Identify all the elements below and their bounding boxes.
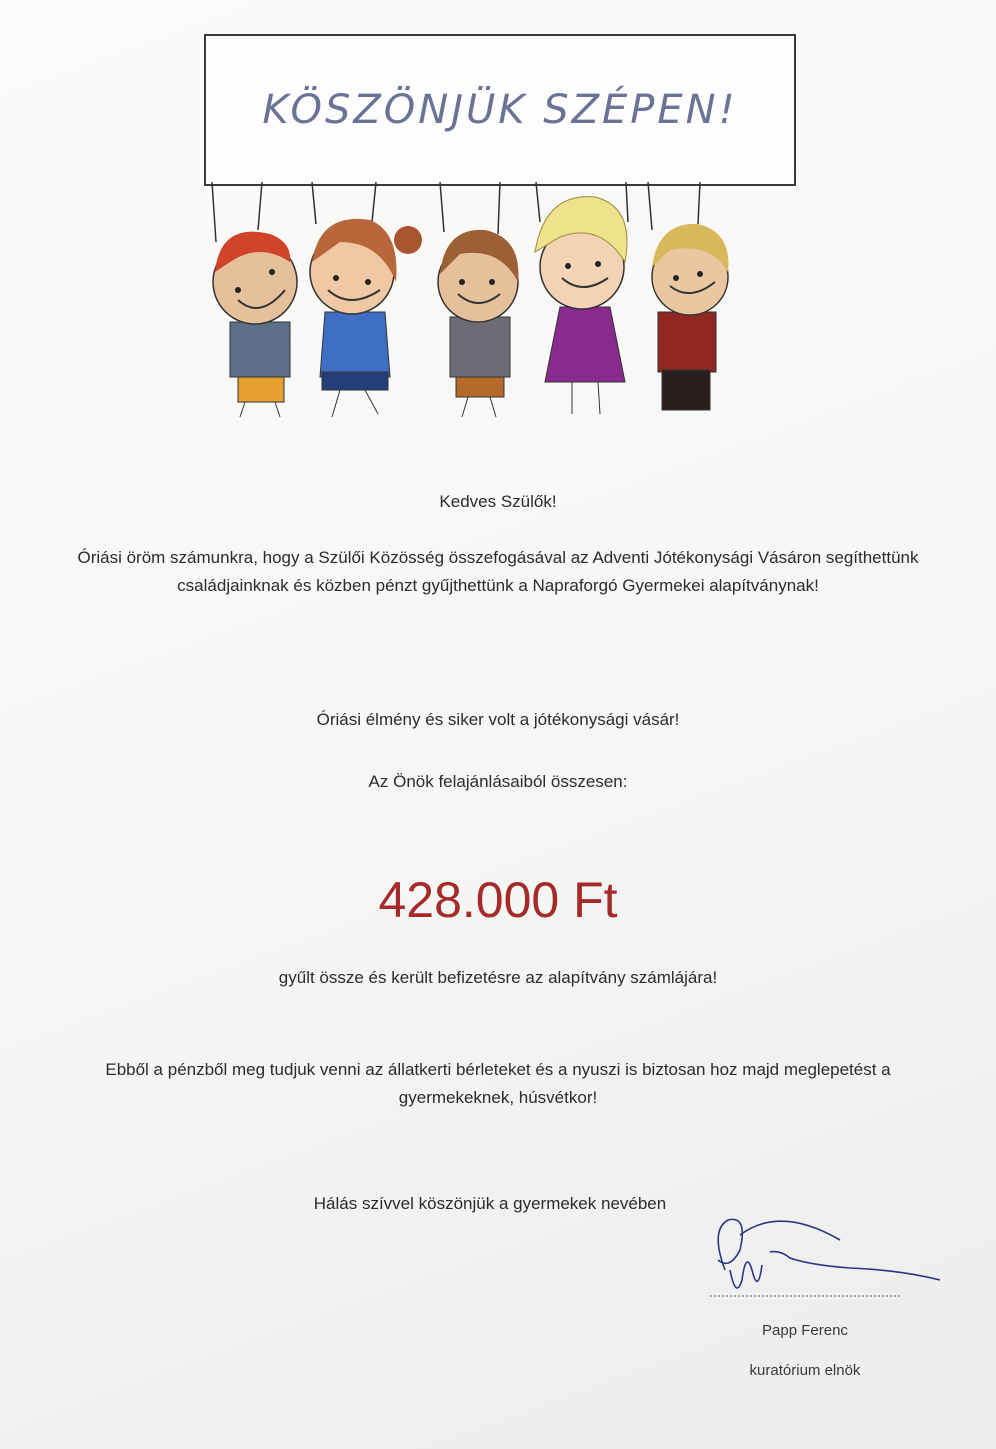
letter-paragraph-total-label: Az Önök felajánlásaiból összesen:: [368, 772, 628, 791]
banner-title: KÖSZÖNJÜK SZÉPEN!: [262, 87, 738, 133]
child-red-hair: [213, 232, 297, 417]
letter-paragraph-success: Óriási élmény és siker volt a jótékonysági vásár!: [316, 710, 680, 729]
child-girl-brown-hair: [310, 219, 422, 417]
letter-greeting: Kedves Szülők!: [439, 492, 557, 511]
letter-paragraph-deposit: gyűlt össze és került befizetésre az alapítvány számlájára!: [278, 968, 718, 987]
signatory-name: Papp Ferenc: [762, 1322, 848, 1339]
letter-paragraph-intro: Óriási öröm számunkra, hogy a Szülői Közösség összefogásával az Adventi Jótékonysági Vásáron segíthettünk családjainknak és közben pénzt gyűjthettünk a Napraforgó Gyermekei alapítványnak!: [77, 548, 919, 595]
donation-amount: 428.000 Ft: [378, 872, 618, 928]
thank-you-banner: [204, 34, 796, 186]
signatory-role: kuratórium elnök: [749, 1362, 861, 1379]
signature-icon: [700, 1210, 950, 1310]
child-curly-brown-hair: [438, 230, 518, 417]
children-illustration: [200, 182, 800, 422]
letter-paragraph-usage: Ebből a pénzből meg tudjuk venni az állatkerti bérleteket és a nyuszi is biztosan hoz majd meglepetést a gyermekeknek, húsvétkor!: [105, 1060, 891, 1107]
letter-closing: Hálás szívvel köszönjük a gyermekek nevében: [313, 1194, 667, 1213]
child-blond-short-hair: [652, 224, 728, 410]
child-blonde-curly-hair: [535, 197, 627, 414]
